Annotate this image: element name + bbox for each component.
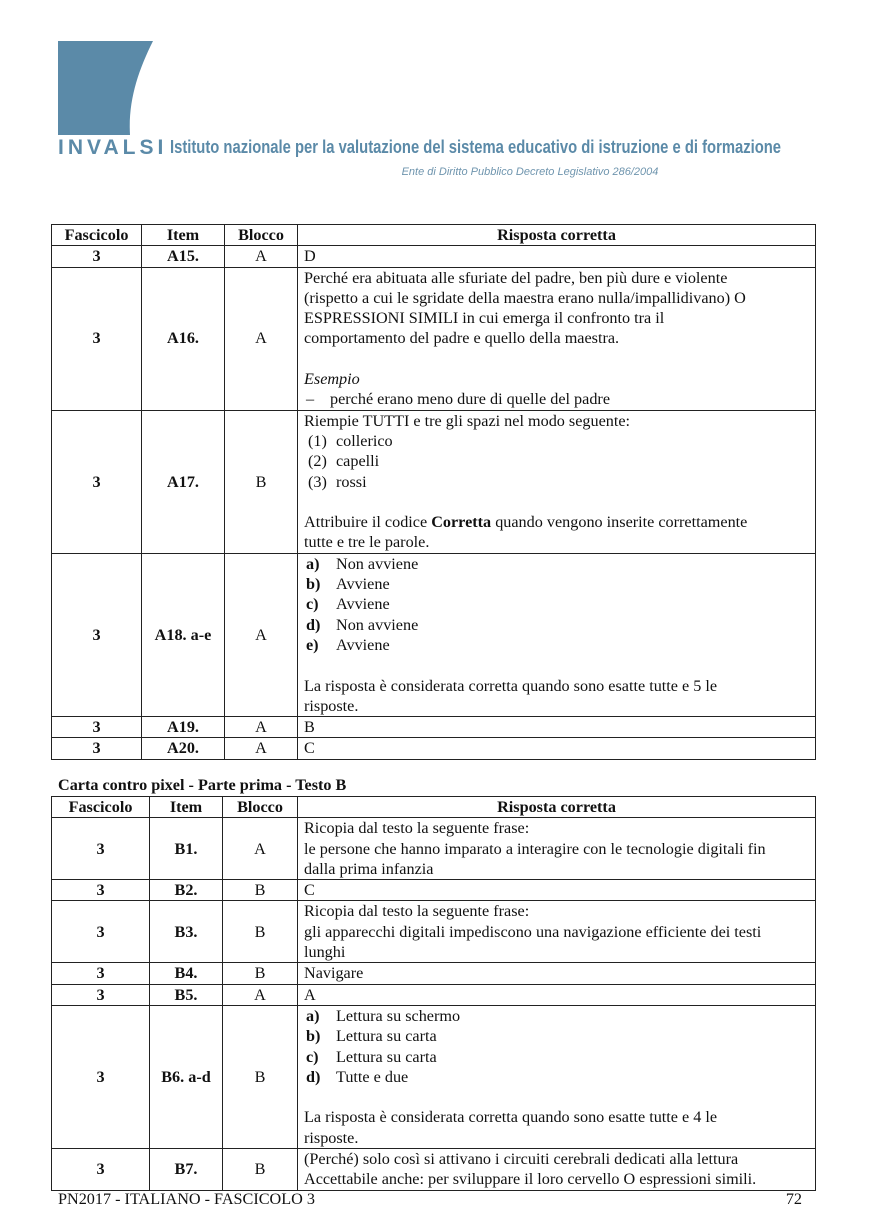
list-number: (1) <box>308 431 327 450</box>
list-text: Lettura su carta <box>336 1047 437 1066</box>
answer-note-line: tutte e tre le parole. <box>304 533 430 552</box>
footer-document-id: PN2017 - ITALIANO - FASCICOLO 3 <box>58 1190 315 1208</box>
cell-fascicolo: 3 <box>52 410 142 553</box>
cell-answer <box>298 553 816 716</box>
list-letter: d) <box>306 615 321 634</box>
table-row <box>52 267 816 410</box>
col-header-risposta: Risposta corretta <box>298 225 816 246</box>
list-letter: c) <box>306 1047 319 1066</box>
cell-blocco: B <box>223 963 298 984</box>
answer-line: Ricopia dal testo la seguente frase: <box>304 902 530 921</box>
list-text: Avviene <box>336 575 390 594</box>
cell-item: A17. <box>142 410 225 553</box>
col-header-fascicolo: Fascicolo <box>52 797 150 818</box>
note-text: quando vengono inserite correttamente <box>491 513 748 532</box>
list-letter: b) <box>306 575 321 594</box>
cell-fascicolo: 3 <box>52 818 150 880</box>
cell-fascicolo: 3 <box>52 246 142 267</box>
answer-note-line: risposte. <box>304 696 359 715</box>
cell-fascicolo: 3 <box>52 901 150 963</box>
list-text: Avviene <box>336 635 390 654</box>
answer-table-2 <box>51 796 816 1191</box>
col-header-risposta: Risposta corretta <box>298 797 816 818</box>
answer-line: dalla prima infanzia <box>304 859 434 878</box>
cell-fascicolo: 3 <box>52 553 142 716</box>
list-item <box>304 635 810 655</box>
list-item <box>304 1047 810 1067</box>
table-row <box>52 901 816 963</box>
cell-blocco: A <box>225 738 298 759</box>
answer-line: le persone che hanno imparato a interagire con le tecnologie digitali fin <box>304 839 766 858</box>
col-header-blocco: Blocco <box>225 225 298 246</box>
cell-answer <box>298 1005 816 1148</box>
cell-item: B6. a-d <box>150 1005 223 1148</box>
list-text: Avviene <box>336 595 390 614</box>
list-item <box>304 451 810 471</box>
list-letter: c) <box>306 595 319 614</box>
col-header-fascicolo: Fascicolo <box>52 225 142 246</box>
answer-line: (rispetto a cui le sgridate della maestra erano nulla/impallidivano) O <box>304 288 746 307</box>
cell-fascicolo: 3 <box>52 267 142 410</box>
table-header-row <box>52 225 816 246</box>
cell-answer <box>298 410 816 553</box>
list-number: (2) <box>308 452 327 471</box>
list-letter: a) <box>306 554 320 573</box>
cell-item: A18. a-e <box>142 553 225 716</box>
answer-note-line: risposte. <box>304 1128 359 1147</box>
list-text: collerico <box>336 431 393 450</box>
cell-blocco: B <box>223 901 298 963</box>
cell-answer: B <box>298 717 816 738</box>
institute-name: Istituto nazionale per la valutazione del sistema educativo di istruzione e di formazione <box>170 136 782 157</box>
list-item <box>304 431 810 451</box>
table-row <box>52 880 816 901</box>
cell-answer <box>298 267 816 410</box>
list-item <box>304 472 810 492</box>
cell-item: B2. <box>150 880 223 901</box>
cell-blocco: B <box>223 880 298 901</box>
cell-answer <box>298 1149 816 1191</box>
cell-blocco: B <box>225 410 298 553</box>
col-header-item: Item <box>142 225 225 246</box>
cell-answer <box>298 818 816 880</box>
table-row <box>52 246 816 267</box>
cell-item: A20. <box>142 738 225 759</box>
cell-fascicolo: 3 <box>52 963 150 984</box>
list-text: Tutte e due <box>336 1067 409 1086</box>
cell-answer: D <box>298 246 816 267</box>
list-letter: d) <box>306 1067 321 1086</box>
example-item <box>304 389 810 409</box>
cell-item: B5. <box>150 984 223 1005</box>
cell-answer: C <box>298 880 816 901</box>
example-text: perché erano meno dure di quelle del padre <box>330 390 611 409</box>
cell-answer: C <box>298 738 816 759</box>
table-row <box>52 410 816 553</box>
list-item <box>304 574 810 594</box>
list-text: Non avviene <box>336 554 419 573</box>
list-text: Lettura su schermo <box>336 1006 461 1025</box>
table-row <box>52 984 816 1005</box>
list-text: rossi <box>336 472 367 491</box>
cell-blocco: A <box>223 984 298 1005</box>
institute-subtitle: Ente di Diritto Pubblico Decreto Legislativo 286/2004 <box>401 166 659 178</box>
brand-wordmark: INVALSI <box>58 136 168 159</box>
list-letter: b) <box>306 1027 321 1046</box>
cell-fascicolo: 3 <box>52 738 142 759</box>
footer-page-number: 72 <box>785 1190 802 1208</box>
cell-answer: Navigare <box>298 963 816 984</box>
list-text: Lettura su carta <box>336 1027 437 1046</box>
table-row <box>52 1005 816 1148</box>
note-text: Attribuire il codice <box>304 513 432 532</box>
cell-blocco: A <box>225 553 298 716</box>
list-text: capelli <box>336 452 380 471</box>
answer-line: ESPRESSIONI SIMILI in cui emerga il confronto tra il <box>304 309 665 328</box>
cell-item: A16. <box>142 267 225 410</box>
answer-line: comportamento del padre e quello della maestra. <box>304 329 620 348</box>
table-row <box>52 717 816 738</box>
table-row <box>52 818 816 880</box>
answer-note <box>304 512 810 532</box>
table-header-row <box>52 797 816 818</box>
list-item <box>304 615 810 635</box>
list-item <box>304 554 810 574</box>
cell-blocco: A <box>225 717 298 738</box>
table-row <box>52 553 816 716</box>
cell-answer: A <box>298 984 816 1005</box>
note-bold: Corretta <box>431 513 492 532</box>
cell-fascicolo: 3 <box>52 717 142 738</box>
dash-bullet: – <box>306 390 315 409</box>
cell-blocco: A <box>223 818 298 880</box>
invalsi-logo <box>58 41 153 135</box>
list-item <box>304 1026 810 1046</box>
answer-note-line: La risposta è considerata corretta quando sono esatte tutte e 4 le <box>304 1108 718 1127</box>
example-label: Esempio <box>304 370 360 389</box>
answer-table-1 <box>51 224 816 760</box>
answer-line: gli apparecchi digitali impediscono una navigazione efficiente dei testi <box>304 922 762 941</box>
cell-answer <box>298 901 816 963</box>
answer-line: Perché era abituata alle sfuriate del padre, ben più dure e violente <box>304 268 728 287</box>
cell-item: A15. <box>142 246 225 267</box>
list-item <box>304 594 810 614</box>
table-row <box>52 738 816 759</box>
cell-blocco: B <box>223 1005 298 1148</box>
list-item <box>304 1006 810 1026</box>
cell-item: B3. <box>150 901 223 963</box>
cell-blocco: B <box>223 1149 298 1191</box>
list-number: (3) <box>308 472 327 491</box>
list-item <box>304 1067 810 1087</box>
cell-item: A19. <box>142 717 225 738</box>
cell-blocco: A <box>225 246 298 267</box>
answer-intro: Riempie TUTTI e tre gli spazi nel modo seguente: <box>304 411 631 430</box>
answer-line: (Perché) solo così si attivano i circuiti cerebrali dedicati alla lettura <box>304 1150 739 1169</box>
list-text: Non avviene <box>336 615 419 634</box>
answer-note-line: La risposta è considerata corretta quando sono esatte tutte e 5 le <box>304 676 718 695</box>
col-header-item: Item <box>150 797 223 818</box>
cell-item: B4. <box>150 963 223 984</box>
answer-line: lunghi <box>304 943 346 962</box>
logo-shape-icon <box>58 41 153 135</box>
cell-fascicolo: 3 <box>52 880 150 901</box>
table-row <box>52 963 816 984</box>
cell-fascicolo: 3 <box>52 984 150 1005</box>
answer-line: Ricopia dal testo la seguente frase: <box>304 819 530 838</box>
section-title: Carta contro pixel - Parte prima - Testo B <box>58 776 347 794</box>
cell-fascicolo: 3 <box>52 1005 150 1148</box>
cell-fascicolo: 3 <box>52 1149 150 1191</box>
table-row <box>52 1149 816 1191</box>
list-letter: a) <box>306 1006 320 1025</box>
answer-line: Accettabile anche: per sviluppare il loro cervello O espressioni simili. <box>304 1170 757 1189</box>
col-header-blocco: Blocco <box>223 797 298 818</box>
cell-item: B7. <box>150 1149 223 1191</box>
cell-item: B1. <box>150 818 223 880</box>
list-letter: e) <box>306 635 319 654</box>
cell-blocco: A <box>225 267 298 410</box>
